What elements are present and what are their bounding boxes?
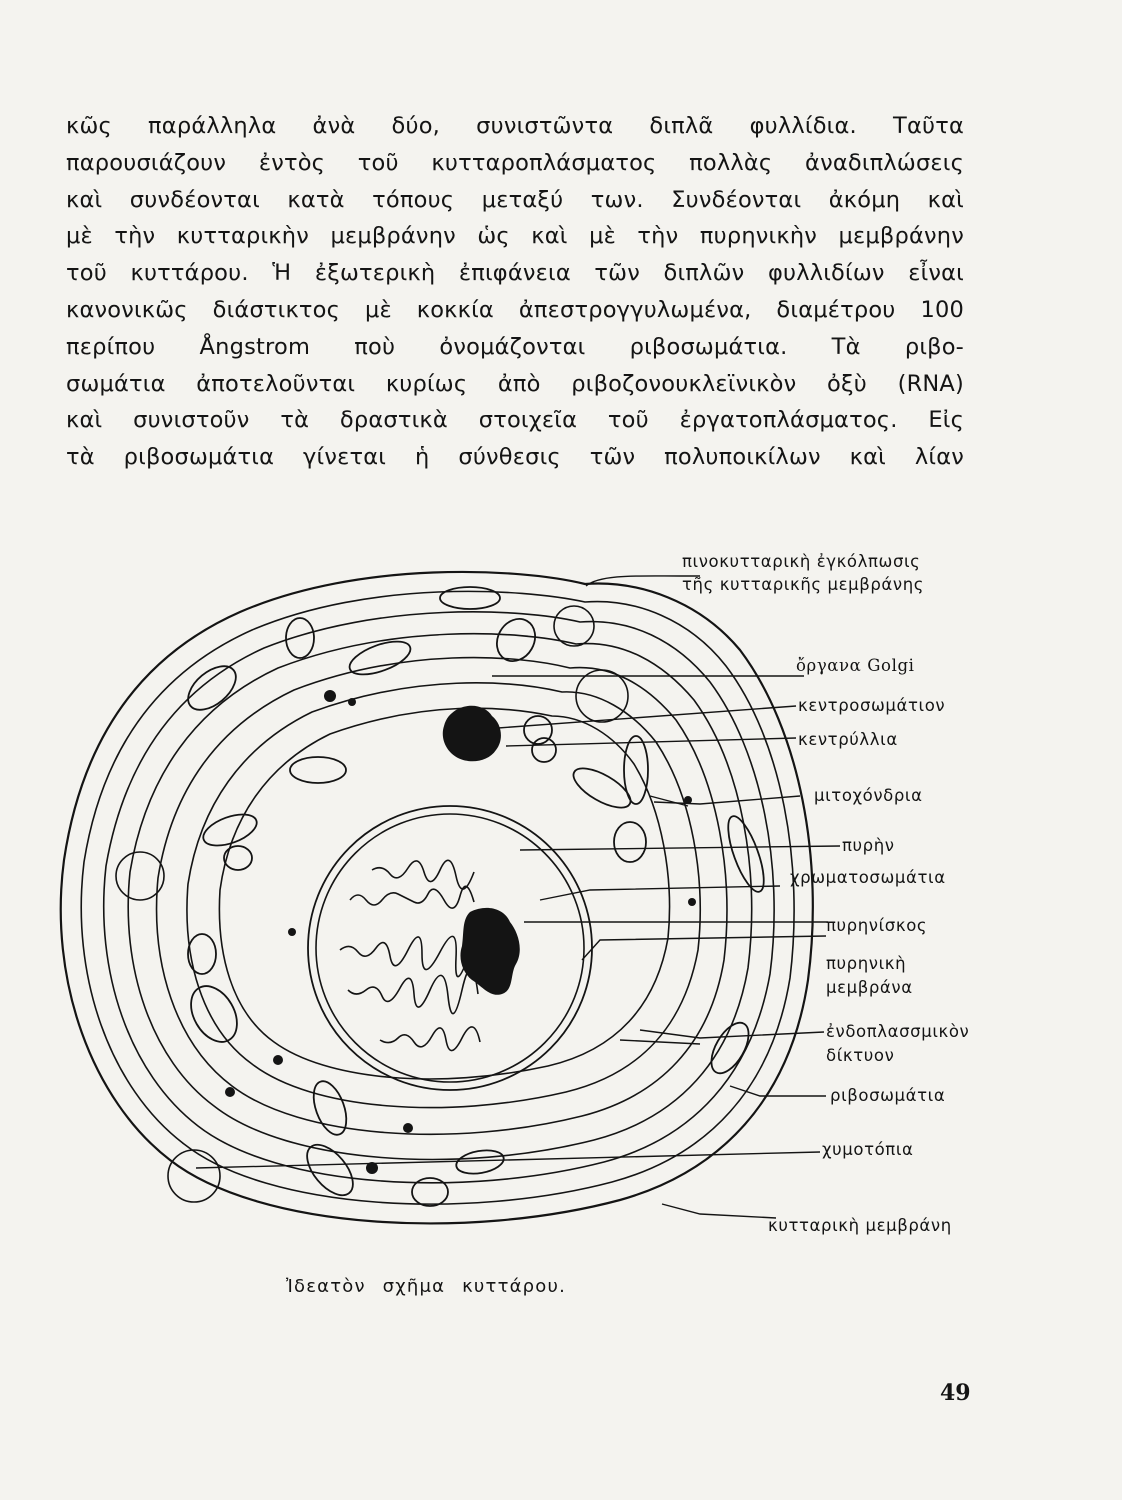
text-line: περίπου Ångstrom ποὺ ὀνομάζονται ριβοσωμάτια. Τὰ ριβο-: [66, 333, 964, 360]
text-line: καὶ συνιστοῦν τὰ δραστικὰ στοιχεῖα τοῦ ἐργατοπλάσματος. Εἰς: [66, 407, 964, 434]
vacuole: [576, 670, 628, 722]
text-line: σωμάτια ἀποτελοῦνται κυρίως ἀπὸ ριβοζονουκλεϊνικὸν ὀξὺ (RNA): [66, 370, 964, 397]
text-line: κανονικῶς διάστικτος μὲ κοκκία ἀπεστρογγυλωμένα, διαμέτρου 100: [66, 296, 964, 323]
text-line: τοῦ κυττάρου. Ἡ ἐξωτερικὴ ἐπιφάνεια τῶν διπλῶν φυλλιδίων εἶναι: [66, 260, 964, 287]
text-line: καὶ συνδέονται κατὰ τόπους μεταξύ των. Συνδέονται ἀκόμη καὶ: [66, 186, 964, 213]
label-golgi: ὄργανα Golgi: [796, 656, 915, 675]
text-line: παρουσιάζουν ἐντὸς τοῦ κυτταροπλάσματος πολλὰς ἀναδιπλώσεις: [66, 149, 964, 176]
leader-lines: [196, 576, 840, 1218]
page-number: 49: [940, 1380, 971, 1406]
label-centrosome: κεντροσωμάτιον: [798, 696, 946, 715]
body-text: [66, 108, 964, 476]
label-mitochondria: μιτοχόνδρια: [814, 786, 923, 805]
label-pinocytotic-invagination: πινοκυτταρικὴ ἐγκόλπωσις: [682, 552, 921, 571]
cell-figure: [0, 540, 1122, 1260]
nuclear-membrane-outer: [308, 806, 592, 1090]
label-nuclear-membrane-2: μεμβράνα: [826, 978, 913, 997]
cell-diagram: [0, 540, 1122, 1260]
text-line: μὲ τὴν κυτταρικὴν μεμβράνην ὡς καὶ μὲ τὴν πυρηνικὴν μεμβράνην: [66, 223, 964, 250]
label-vacuoles: χυμοτόπια: [822, 1140, 914, 1159]
text-line: κῶς παράλληλα ἀνὰ δύο, συνιστῶντα διπλᾶ φυλλίδια. Ταῦτα: [66, 113, 964, 139]
label-chromatin: χρωματοσωμάτια: [790, 868, 946, 887]
figure-caption: Ἰδεατὸν σχῆμα κυττάρου.: [286, 1276, 567, 1297]
label-nucleus: πυρὴν: [842, 836, 895, 855]
text-line: τὰ ριβοσωμάτια γίνεται ἡ σύνθεσις τῶν πολυποικίλων καὶ λίαν: [66, 444, 964, 471]
cell-drawing: [61, 572, 813, 1223]
mitochondria-group: [180, 587, 771, 1206]
vacuole: [116, 852, 164, 900]
label-nuclear-membrane: πυρηνικὴ: [826, 954, 907, 973]
label-cell-membrane: κυτταρικὴ μεμβράνη: [768, 1216, 952, 1235]
label-ribosomes: ριβοσωμάτια: [830, 1086, 946, 1105]
label-centrioles: κεντρύλλια: [798, 730, 898, 749]
label-pinocytotic-invagination-2: τῆς κυτταρικῆς μεμβράνης: [682, 575, 925, 594]
nuclear-membrane-inner: [316, 814, 584, 1082]
label-nucleolus: πυρηνίσκος: [826, 916, 928, 935]
label-endoplasmic-reticulum: ἐνδοπλασσμικὸν: [826, 1022, 970, 1041]
label-endoplasmic-reticulum-2: δίκτυον: [826, 1046, 895, 1065]
